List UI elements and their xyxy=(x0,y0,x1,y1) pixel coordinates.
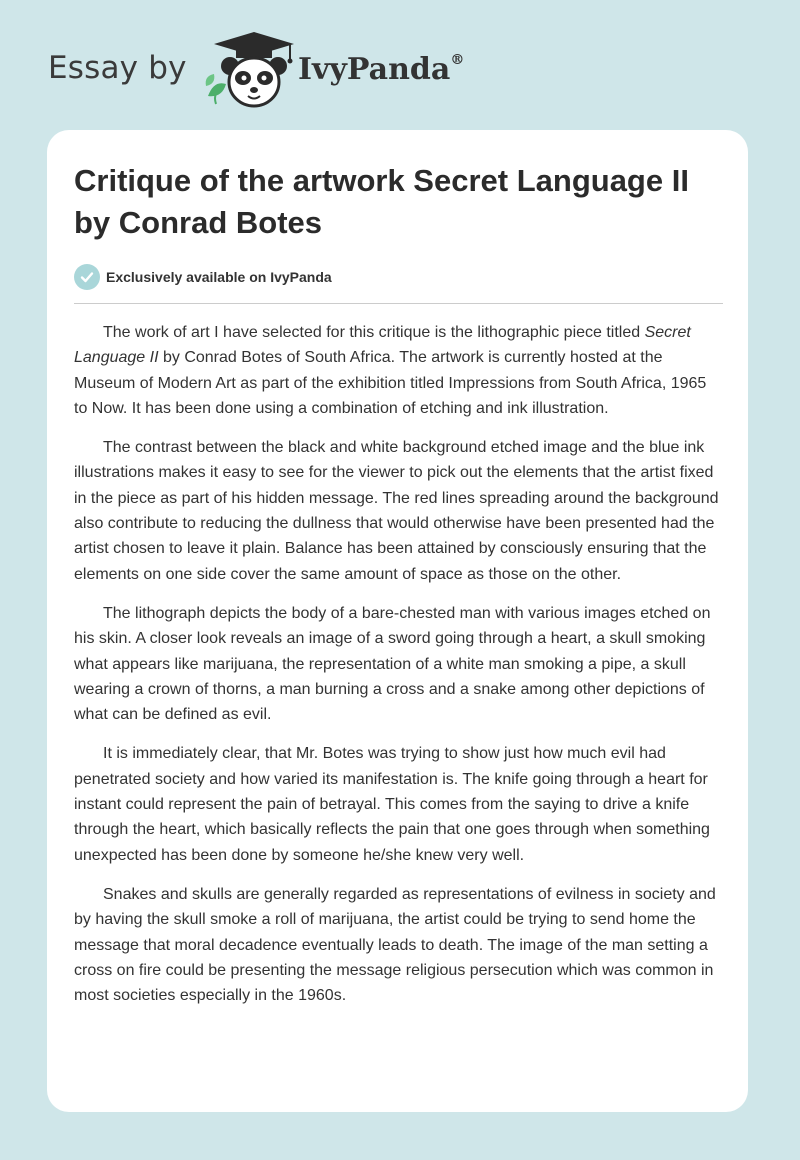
essay-title: Critique of the artwork Secret Language II by Conrad Botes xyxy=(74,163,689,240)
check-icon xyxy=(74,264,100,290)
brand-text: IvyPanda xyxy=(298,52,451,87)
paragraph: The contrast between the black and white background etched image and the blue ink illustrations makes it easy to see for the viewer to pick out the elements that the artist fixed in the piece as part of his hidden message. The red lines spreading around the background also contribute to reducing the dullness that would otherwise have been presented had the artist chosen to leave it plain. Balance has been attained by consciously ensuring that the elements on one side cover the same amount of space as those on the other. xyxy=(74,439,719,583)
paragraph xyxy=(74,320,723,421)
paragraph-text: The work of art I have selected for this critique is the lithographic piece titled xyxy=(103,324,645,341)
essay-body xyxy=(74,320,723,1022)
paragraph: Snakes and skulls are generally regarded as representations of evilness in society and by having the skull smoke a roll of marijuana, the artist could be trying to send home the message that moral decadence eventually leads to death. The image of the man setting a cross on fire could be presenting the message religious persecution which was common in most societies especially in the 1960s. xyxy=(74,885,716,1005)
exclusive-badge xyxy=(74,264,332,290)
essay-card xyxy=(47,130,748,1112)
site-header xyxy=(48,30,508,110)
divider xyxy=(74,303,723,304)
brand-name[interactable] xyxy=(298,52,464,87)
paragraph: The lithograph depicts the body of a bare-chested man with various images etched on his skin. A closer look reveals an image of a sword going through a heart, a skull smoking what appears like marijuana, the representation of a white man smoking a pipe, a skull wearing a crown of thorns, a man burning a cross and a snake among other depictions of what can be defined as evil. xyxy=(74,604,711,724)
badge-text: Exclusively available on IvyPanda xyxy=(106,269,332,285)
essay-by-label: Essay by xyxy=(48,50,187,86)
paragraph-text: by Conrad Botes of South Africa. The artwork is currently hosted at the Museum of Modern Art as part of the exhibition titled Impressions from South Africa, 1965 to Now. It has been done using a combination of etching and ink illustration. xyxy=(74,349,707,417)
artwork-title: Secret Language II xyxy=(74,324,691,367)
panda-graduate-icon[interactable] xyxy=(200,30,296,110)
registered-mark: ® xyxy=(450,52,465,68)
paragraph: It is immediately clear, that Mr. Botes was trying to show just how much evil had penetrated society and how varied its manifestation is. The knife going through a heart for instant could represent the pain of betrayal. This comes from the saying to drive a knife through the heart, which basically reflects the pain that one goes through when something unexpected has been done by someone he/she knew very well. xyxy=(74,745,710,864)
